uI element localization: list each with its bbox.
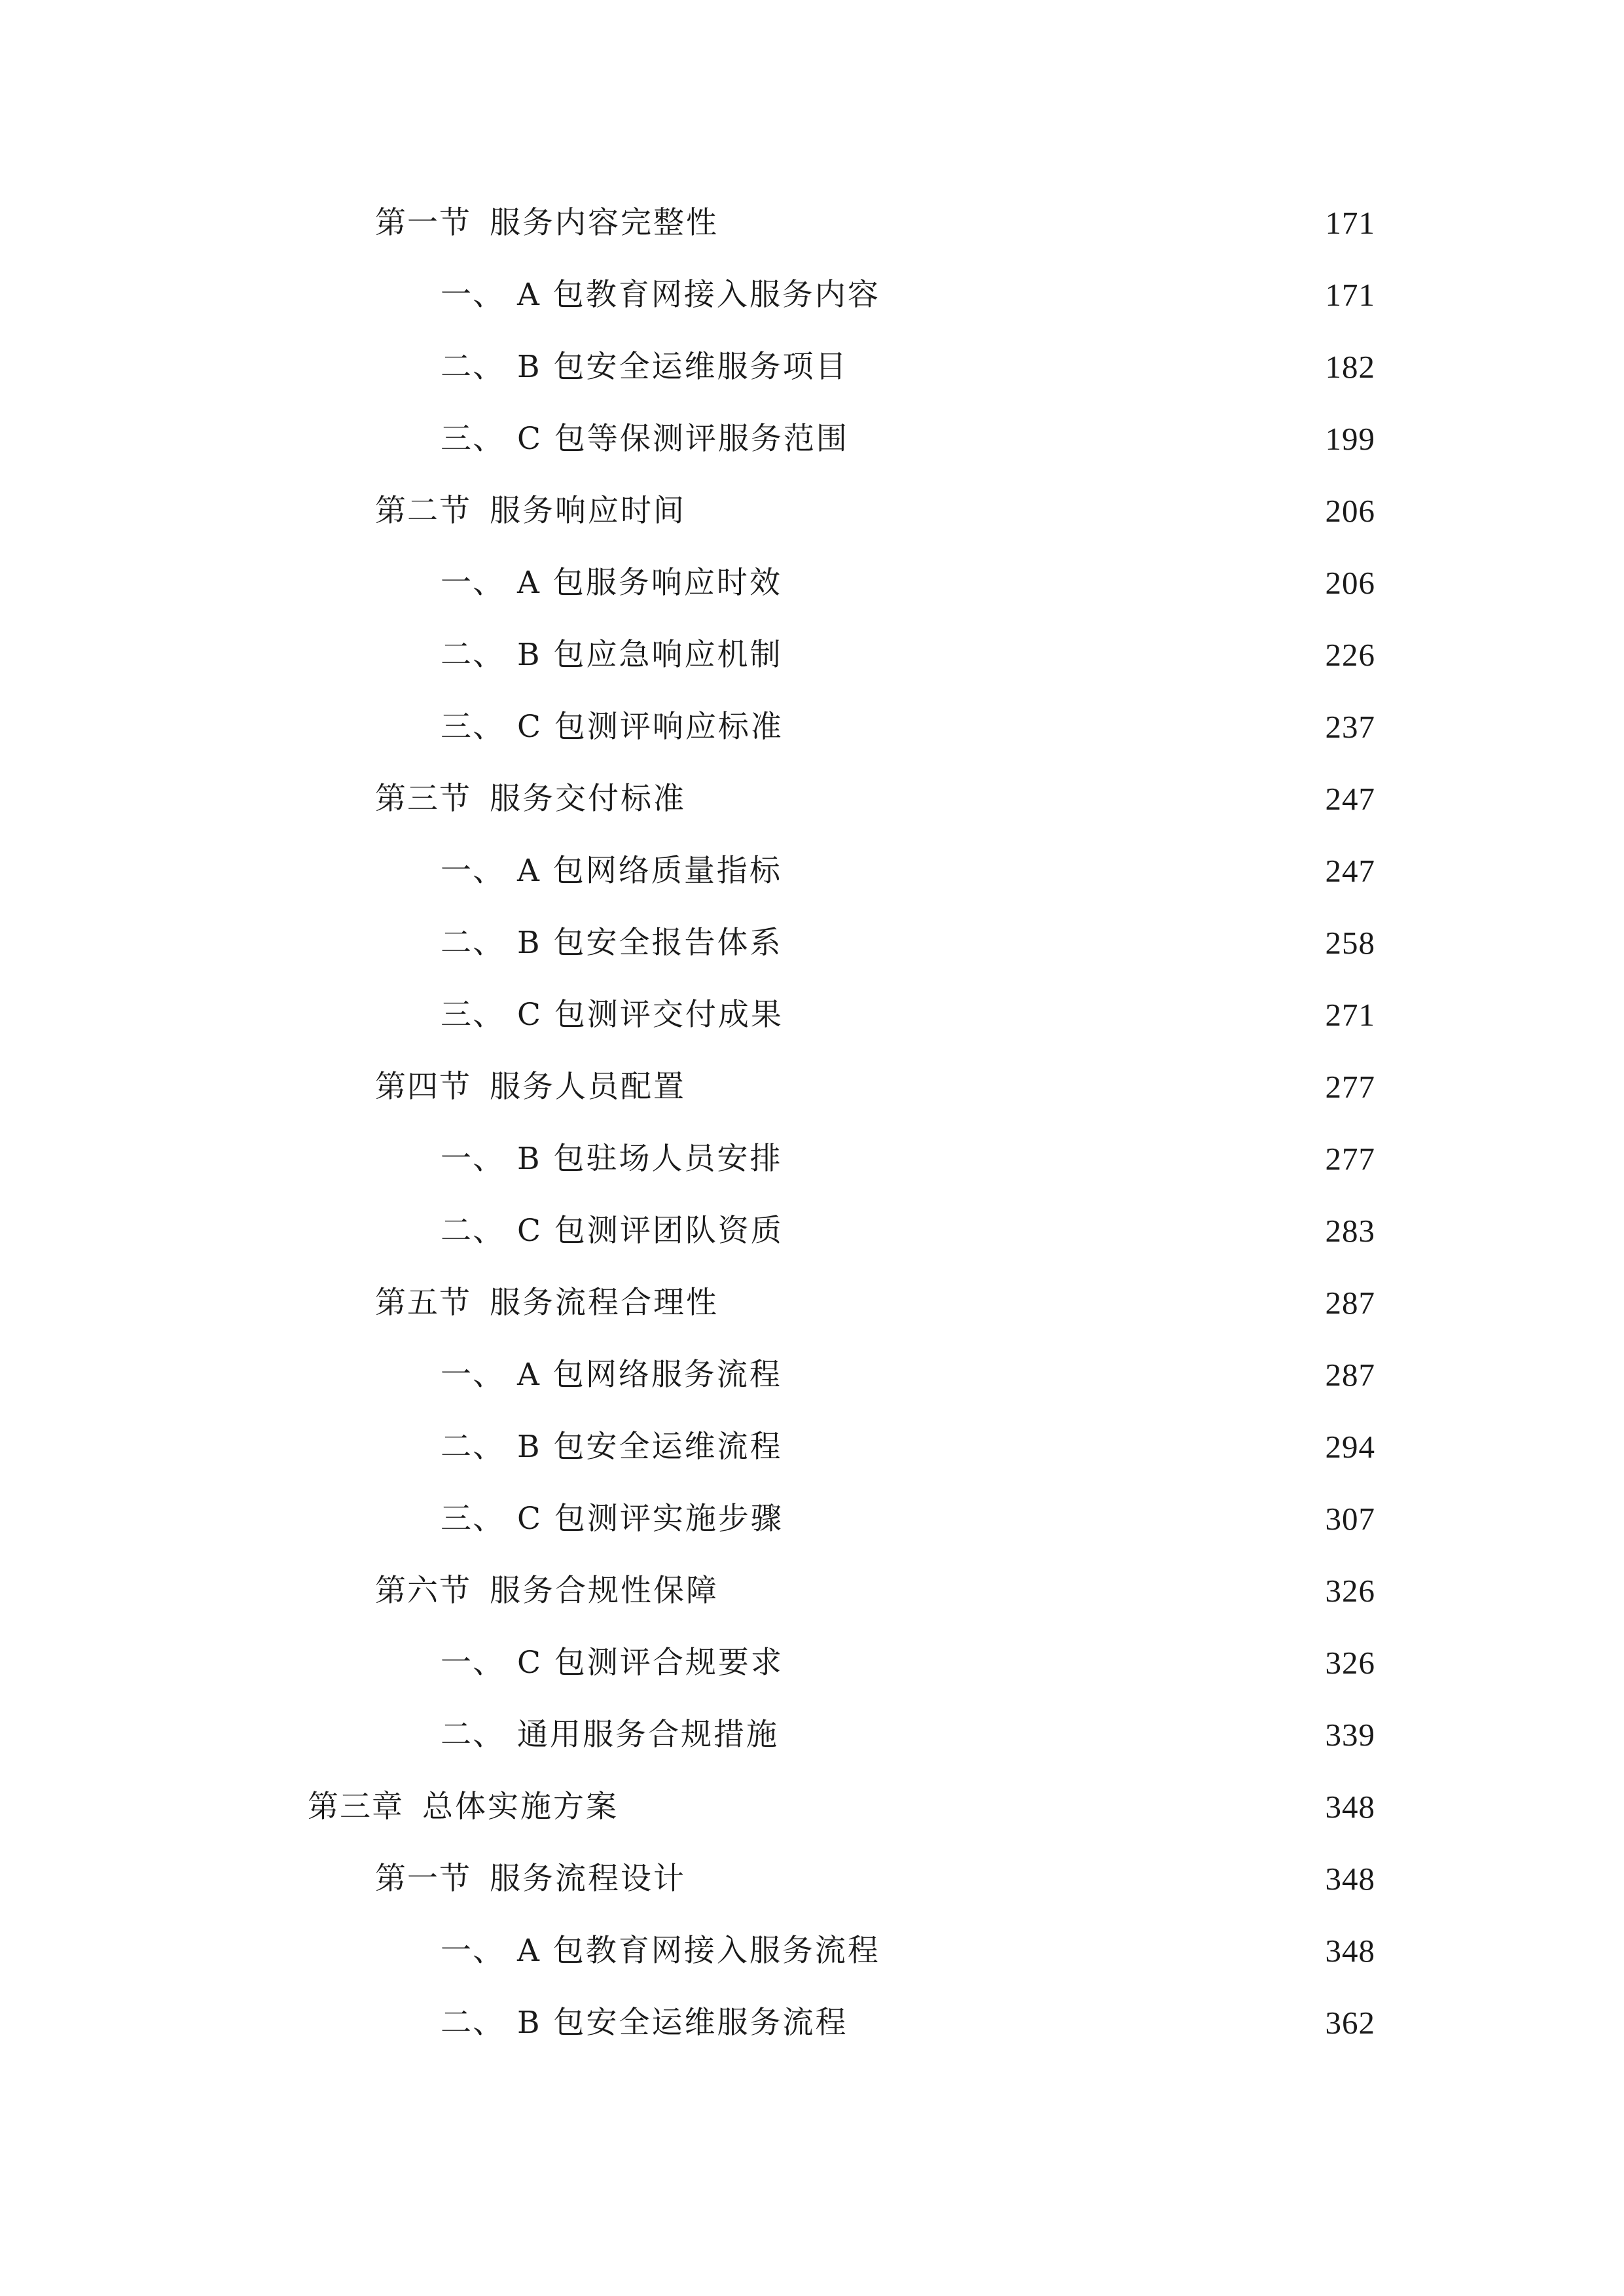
toc-entry-marker: 第二节 (375, 493, 471, 529)
toc-entry[interactable] (0, 259, 1624, 331)
toc-entry[interactable] (0, 1051, 1624, 1123)
toc-entry-marker: 第五节 (375, 1285, 471, 1321)
toc-entry-page: 171 (1325, 277, 1375, 313)
toc-entry[interactable] (0, 1411, 1624, 1483)
toc-entry-page: 326 (1325, 1645, 1375, 1681)
dot-leader (856, 2003, 1314, 2043)
toc-entry-title: B 包驻场人员安排 (517, 1141, 783, 1177)
toc-entry[interactable] (0, 1555, 1624, 1627)
toc-entry[interactable] (0, 691, 1624, 763)
dot-leader (787, 1715, 1314, 1755)
toc-entry-page: 226 (1325, 637, 1375, 673)
dot-leader (694, 492, 1314, 531)
toc-entry-marker: 二、 (441, 925, 505, 961)
toc-entry-page: 362 (1325, 2005, 1375, 2041)
toc-entry-page: 283 (1325, 1213, 1375, 1249)
dot-leader (791, 1499, 1314, 1539)
toc-entry-title: B 包安全运维服务流程 (517, 2005, 848, 2041)
dot-leader (856, 348, 1314, 387)
toc-entry-page: 287 (1325, 1285, 1375, 1321)
toc-entry-marker: 三、 (441, 1501, 505, 1537)
toc-entry[interactable] (0, 619, 1624, 691)
toc-entry-title: 服务响应时间 (490, 493, 686, 529)
toc-entry[interactable] (0, 475, 1624, 547)
toc-entry[interactable] (0, 1123, 1624, 1195)
toc-entry-marker: 二、 (441, 2005, 505, 2041)
toc-entry[interactable] (0, 1699, 1624, 1771)
toc-entry[interactable] (0, 1915, 1624, 1987)
toc-entry-title: A 包网络质量指标 (517, 853, 782, 889)
toc-entry-marker: 二、 (441, 1717, 505, 1753)
toc-entry-title: 通用服务合规措施 (517, 1717, 779, 1753)
toc-entry-title: A 包教育网接入服务流程 (517, 1933, 880, 1969)
toc-entry-page: 247 (1325, 853, 1375, 889)
toc-entry-marker: 三、 (441, 709, 505, 745)
dot-leader (694, 1067, 1314, 1107)
toc-entry-page: 258 (1325, 925, 1375, 961)
dot-leader (727, 1571, 1314, 1611)
dot-leader (790, 924, 1314, 963)
toc-entry-title: C 包等保测评服务范围 (517, 421, 849, 457)
toc-entry-page: 247 (1325, 781, 1375, 817)
toc-entry[interactable] (0, 1843, 1624, 1915)
toc-entry-marker: 一、 (441, 1141, 505, 1177)
toc-entry-page: 182 (1325, 349, 1375, 385)
toc-entry-page: 277 (1325, 1141, 1375, 1177)
toc-entry-marker: 第一节 (375, 1861, 471, 1897)
toc-entry-page: 237 (1325, 709, 1375, 745)
toc-entry-title: C 包测评交付成果 (517, 997, 784, 1033)
toc-entry-title: B 包安全报告体系 (517, 925, 783, 961)
toc-entry-page: 206 (1325, 565, 1375, 601)
toc-entry[interactable] (0, 1771, 1624, 1843)
toc-entry-title: C 包测评团队资质 (517, 1213, 784, 1249)
toc-entry-page: 326 (1325, 1573, 1375, 1609)
dot-leader (790, 852, 1314, 891)
toc-entry[interactable] (0, 907, 1624, 979)
toc-entry-marker: 第四节 (375, 1069, 471, 1105)
toc-entry-title: 服务人员配置 (490, 1069, 686, 1105)
toc-entry-marker: 三、 (441, 421, 505, 457)
toc-entry-title: B 包安全运维服务项目 (517, 349, 848, 385)
toc-entry-marker: 二、 (441, 1429, 505, 1465)
toc-entry-title: B 包应急响应机制 (517, 637, 783, 673)
toc-entry-marker: 三、 (441, 997, 505, 1033)
toc-entry-page: 171 (1325, 205, 1375, 241)
toc-entry-page: 348 (1325, 1789, 1375, 1825)
dot-leader (791, 1643, 1314, 1683)
toc-entry[interactable] (0, 1483, 1624, 1555)
toc-entry[interactable] (0, 547, 1624, 619)
toc-entry-title: 服务内容完整性 (490, 205, 719, 241)
dot-leader (727, 204, 1314, 243)
toc-entry-page: 287 (1325, 1357, 1375, 1393)
dot-leader (791, 1211, 1314, 1251)
toc-entry-page: 199 (1325, 421, 1375, 457)
toc-entry[interactable] (0, 403, 1624, 475)
toc-entry-marker: 一、 (441, 853, 505, 889)
toc-entry-marker: 一、 (441, 1933, 505, 1969)
toc-entry-title: 服务流程合理性 (490, 1285, 719, 1321)
toc-entry-title: C 包测评响应标准 (517, 709, 784, 745)
toc-entry-page: 271 (1325, 997, 1375, 1033)
toc-entry-page: 339 (1325, 1717, 1375, 1753)
toc-entry-marker: 一、 (441, 277, 505, 313)
toc-entry-title: A 包教育网接入服务内容 (517, 277, 880, 313)
toc-entry-marker: 二、 (441, 349, 505, 385)
toc-entry-marker: 二、 (441, 1213, 505, 1249)
toc-entry-title: 服务交付标准 (490, 781, 686, 817)
toc-entry-page: 348 (1325, 1933, 1375, 1969)
dot-leader (791, 708, 1314, 747)
dot-leader (626, 1787, 1314, 1827)
dot-leader (790, 564, 1314, 603)
toc-entry[interactable] (0, 979, 1624, 1051)
toc-entry[interactable] (0, 1195, 1624, 1267)
dot-leader (694, 780, 1314, 819)
dot-leader (790, 1139, 1314, 1179)
toc-entry-title: 总体实施方案 (422, 1789, 619, 1825)
dot-leader (791, 996, 1314, 1035)
toc-entry-title: 服务合规性保障 (490, 1573, 719, 1609)
toc-entry-title: A 包服务响应时效 (517, 565, 782, 601)
toc-entry[interactable] (0, 835, 1624, 907)
toc-entry[interactable] (0, 1987, 1624, 2059)
dot-leader (857, 420, 1314, 459)
toc-entry-page: 307 (1325, 1501, 1375, 1537)
toc-entry-page: 294 (1325, 1429, 1375, 1465)
dot-leader (790, 1427, 1314, 1467)
toc-entry-marker: 一、 (441, 1645, 505, 1681)
dot-leader (694, 1859, 1314, 1899)
toc-entry-title: A 包网络服务流程 (517, 1357, 782, 1393)
toc-entry-page: 206 (1325, 493, 1375, 529)
dot-leader (727, 1283, 1314, 1323)
toc-entry-title: C 包测评实施步骤 (517, 1501, 784, 1537)
table-of-contents (0, 187, 1624, 2059)
toc-entry-marker: 一、 (441, 565, 505, 601)
toc-entry-page: 348 (1325, 1861, 1375, 1897)
toc-entry[interactable] (0, 763, 1624, 835)
toc-entry-marker: 一、 (441, 1357, 505, 1393)
toc-entry-marker: 第三节 (375, 781, 471, 817)
toc-entry-title: C 包测评合规要求 (517, 1645, 784, 1681)
dot-leader (790, 1355, 1314, 1395)
toc-entry-page: 277 (1325, 1069, 1375, 1105)
toc-entry-marker: 二、 (441, 637, 505, 673)
dot-leader (790, 636, 1314, 675)
toc-entry[interactable] (0, 1627, 1624, 1699)
dot-leader (888, 276, 1314, 315)
toc-entry-marker: 第三章 (308, 1789, 404, 1825)
toc-entry[interactable] (0, 1267, 1624, 1339)
toc-entry[interactable] (0, 1339, 1624, 1411)
toc-entry-marker: 第六节 (375, 1573, 471, 1609)
toc-entry-marker: 第一节 (375, 205, 471, 241)
toc-entry-title: 服务流程设计 (490, 1861, 686, 1897)
toc-entry[interactable] (0, 331, 1624, 403)
toc-entry[interactable] (0, 187, 1624, 259)
dot-leader (888, 1931, 1314, 1971)
toc-entry-title: B 包安全运维流程 (517, 1429, 783, 1465)
